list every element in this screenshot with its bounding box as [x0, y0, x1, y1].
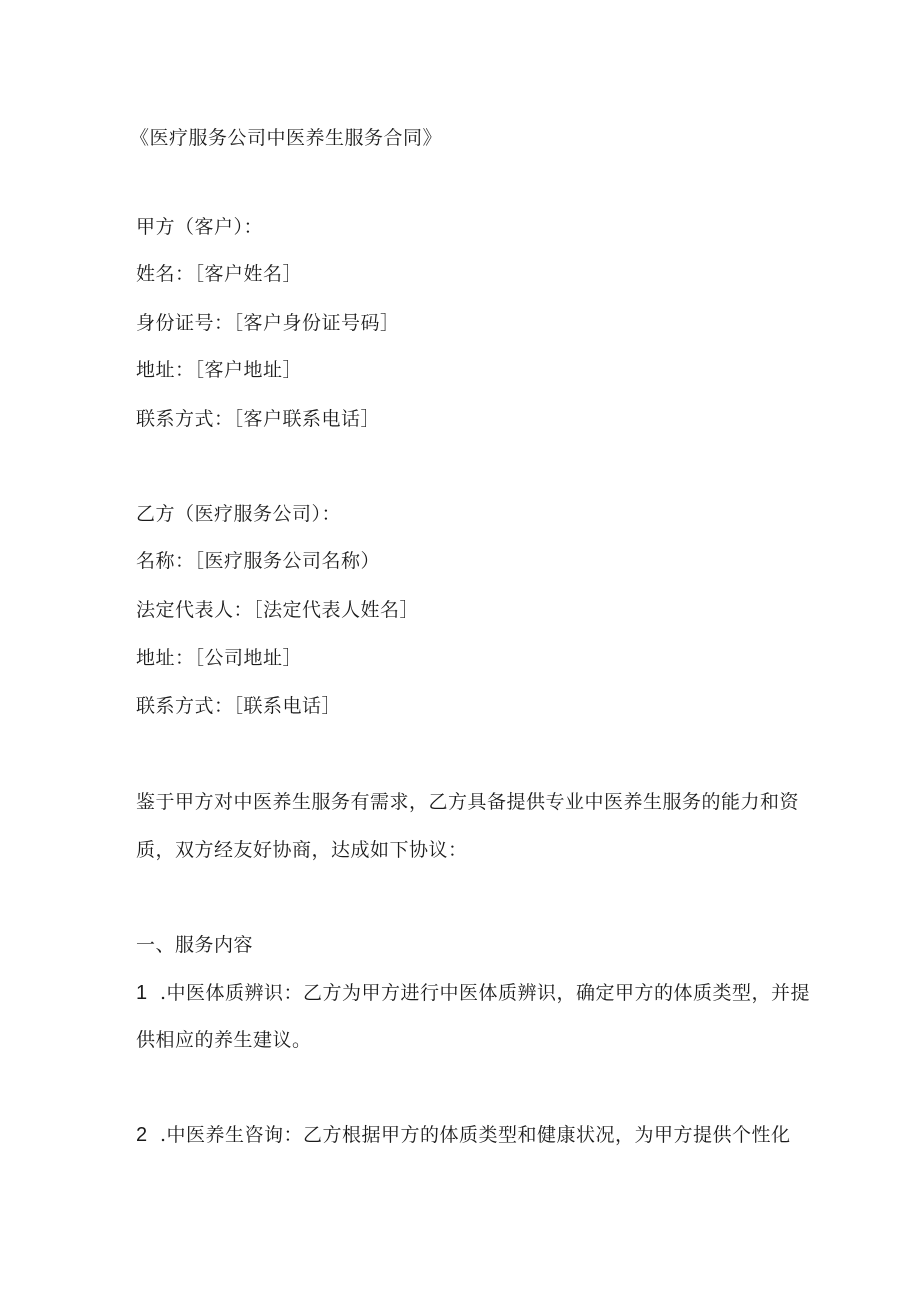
party-a-address: 地址：［客户地址］: [136, 359, 303, 381]
party-b-legal-rep: 法定代表人：［法定代表人姓名］: [136, 599, 420, 621]
item-2-number: 2: [136, 1124, 148, 1146]
section-1-item-2-line-1: [136, 1123, 791, 1147]
section-1-item-1-line-2: 供相应的养生建议。: [136, 1029, 312, 1051]
preamble-line-2: 质，双方经友好协商，达成如下协议：: [136, 839, 468, 861]
section-1-heading: 一、服务内容: [136, 934, 254, 956]
item-1-text: .中医体质辨识：乙方为甲方进行中医体质辨识，确定甲方的体质类型，并提: [160, 982, 811, 1004]
party-b-name: 名称：［医疗服务公司名称）: [136, 550, 381, 572]
party-b-address: 地址：［公司地址］: [136, 647, 303, 669]
item-2-text: .中医养生咨询：乙方根据甲方的体质类型和健康状况，为甲方提供个性化: [160, 1124, 791, 1146]
party-b-heading: 乙方（医疗服务公司）：: [136, 503, 342, 525]
party-a-name: 姓名：［客户姓名］: [136, 263, 303, 285]
section-1-item-1-line-1: [136, 981, 810, 1005]
document-title: 《医疗服务公司中医养生服务合同》: [130, 127, 443, 149]
preamble-line-1: 鉴于甲方对中医养生服务有需求，乙方具备提供专业中医养生服务的能力和资: [136, 791, 800, 813]
party-a-contact: 联系方式：［客户联系电话］: [136, 408, 381, 430]
party-b-contact: 联系方式：［联系电话］: [136, 695, 342, 717]
item-1-number: 1: [136, 982, 148, 1004]
party-a-heading: 甲方（客户）：: [136, 216, 264, 238]
party-a-id-number: 身份证号：［客户身份证号码］: [136, 312, 400, 334]
